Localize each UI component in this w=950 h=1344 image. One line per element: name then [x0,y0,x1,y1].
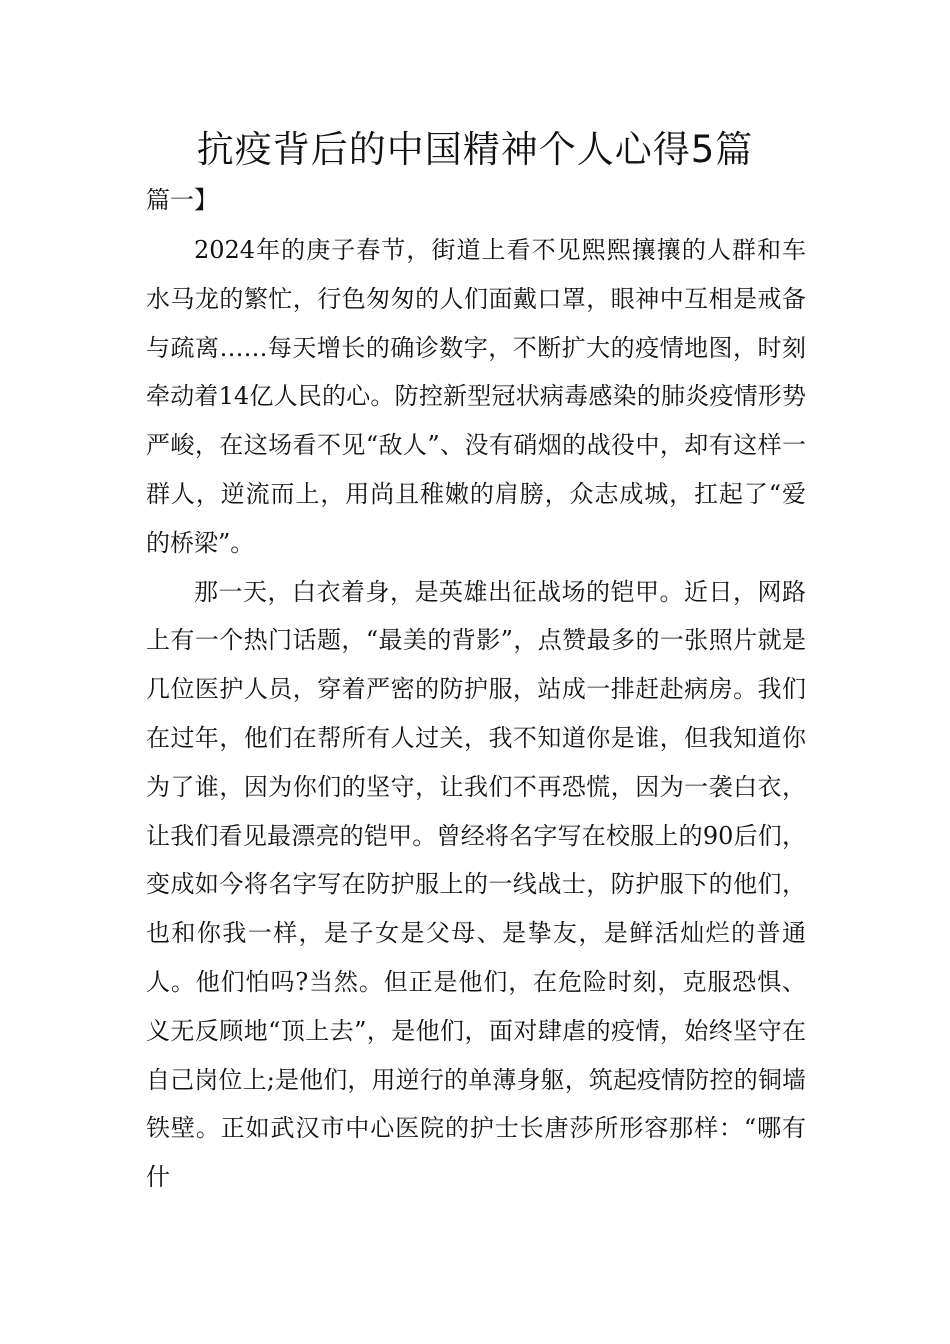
document-title: 抗疫背后的中国精神个人心得5篇 [196,128,754,171]
paragraph-2: 那一天，白衣着身，是英雄出征战场的铠甲。近日，网路上有一个热门话题，“最美的背影”，点赞最多的一张照片就是几位医护人员，穿着严密的防护服，站成一排赶赴病房。我们在过年，他们在帮所有人过关，我不知道你是谁，但我知道你为了谁，因为你们的坚守，让我们不再恐慌，因为一袭白衣，让我们看见最漂亮的铠甲。曾经将名字写在校服上的90后们，变成如今将名字写在防护服上的一线战士，防护服下的他们，也和你我一样，是子女是父母、是挚友，是鲜活灿烂的普通人。他们怕吗?当然。但正是他们，在危险时刻，克服恐惧、义无反顾地“顶上去”，是他们，面对肆虐的疫情，始终坚守在自己岗位上;是他们，用逆行的单薄身躯，筑起疫情防控的铜墙铁壁。正如武汉市中心医院的护士长唐莎所形容那样：“哪有什 [146,577,806,1192]
section-label: 篇一】 [146,186,218,214]
paragraph-1: 2024年的庚子春节，街道上看不见熙熙攘攘的人群和车水马龙的繁忙，行色匆匆的人们面戴口罩，眼神中互相是戒备与疏离……每天增长的确诊数字，不断扩大的疫情地图，时刻牵动着14亿人民的心。防控新型冠状病毒感染的肺炎疫情形势严峻，在这场看不见“敌人”、没有硝烟的战役中，却有这样一群人，逆流而上，用尚且稚嫩的肩膀，众志成城，扛起了“爱的桥梁”。 [146,236,806,557]
document-body [146,226,806,1202]
